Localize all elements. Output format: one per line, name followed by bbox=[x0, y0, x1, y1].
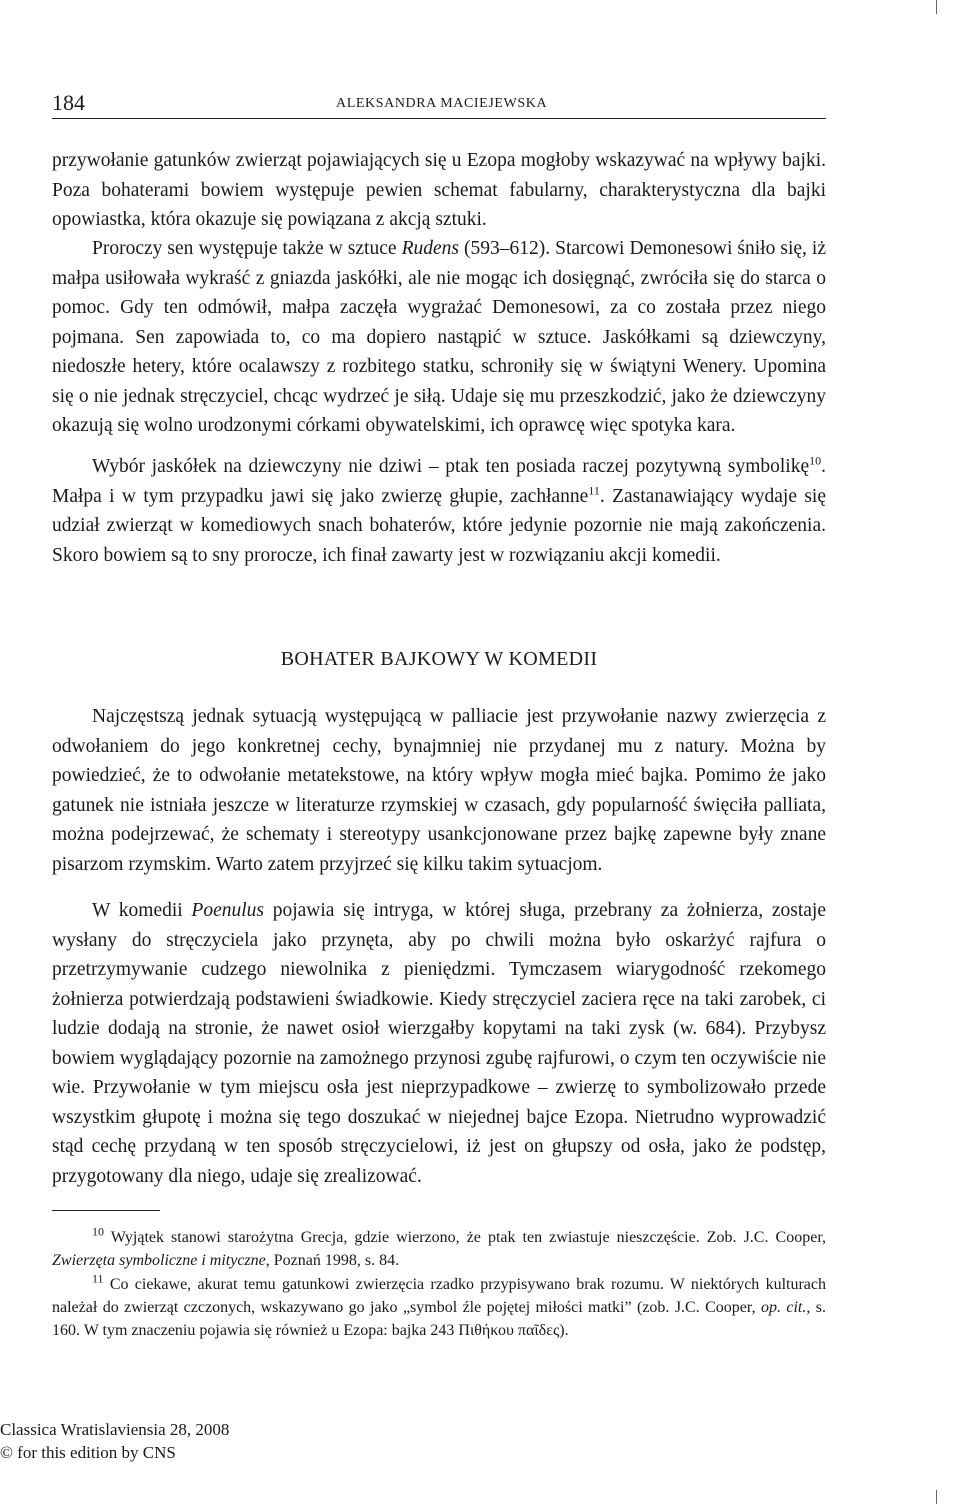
footnote-10-text-b: , Poznań 1998, s. 84. bbox=[265, 1252, 400, 1269]
page-number: 184 bbox=[52, 90, 85, 115]
paragraph-1: przywołanie gatunków zwierząt pojawiających się u Ezopa mogłoby wskazywać na wpływy bajki. Poza bohaterami bowiem występuje pewien schemat fabularny, charakterystyczna dla bajki opowiastka, która okazuje się powiązana z akcją sztuki. bbox=[52, 150, 826, 230]
footnote-10-italic: Zwierzęta symboliczne i mityczne bbox=[52, 1252, 266, 1269]
footnote-11 bbox=[52, 1273, 826, 1342]
title-poenulus: Poenulus bbox=[191, 900, 264, 921]
footer-journal: Classica Wratislaviensia 28, 2008 bbox=[0, 1420, 230, 1439]
paragraph-3-text-c: . Zastanawiający wydaje się udział zwierząt w komediowych snach bohaterów, które jedynie pozornie nie mają zakończenia. Skoro bowiem są to sny prorocze, ich finał zawarty jest w rozwiązaniu akcji komedii. bbox=[52, 485, 826, 566]
paragraph-2-text-b: (593–612). Starcowi Demonesowi śniło się, iż małpa usiłowała wykraść z gniazda jaskółki, ale nie mogąc ich dosięgnąć, zwróciła się do starca o pomoc. Gdy ten odmówił, małpa zaczęła wygrażać Demonesowi, za co została przez niego pojmana. Sen zapowiada to, co ma dopiero nastąpić w sztuce. Jaskółkami są dziewczyny, niedoszłe hetery, które ocalawszy z rozbitego statku, schroniły się w świątyni Wenery. Upomina się o nie jednak stręczyciel, chcąc wydrzeć je siłą. Udaje się mu przeszkodzić, jako że dziewczyny okazują się wolno urodzonymi córkami obywatelskimi, ich oprawcę więc spotyka kara. bbox=[52, 238, 826, 436]
page-header bbox=[52, 90, 826, 119]
paragraph-2 bbox=[52, 234, 826, 441]
running-head: ALEKSANDRA MACIEJEWSKA bbox=[336, 96, 548, 111]
footnote-11-text-b: , s. 160. W tym znaczeniu pojawia się również u Ezopa: bajka 243 Πιθήκου παῖδες). bbox=[52, 1299, 826, 1339]
section-paragraph-1: Najczęstszą jednak sytuacją występującą w palliacie jest przywołanie nazwy zwierzęcia z odwołaniem do jego konkretnej cechy, bynajmniej nie przydanej mu z natury. Można by powiedzieć, że to odwołanie metatekstowe, na który wpływ mogła mieć bajka. Pomimo że jako gatunek nie istniała jeszcze w literaturze rzymskiej w czasach, gdy popularność święciła palliata, można podejrzewać, że schematy i stereotypy usankcjonowane przez bajkę zapewne były znane pisarzom rzymskim. Warto zatem przyjrzeć się kilku takim sytuacjom. bbox=[52, 706, 826, 875]
page-footer bbox=[0, 1418, 229, 1464]
footnote-11-italic: op. cit. bbox=[760, 1299, 807, 1316]
footnote-number-11: 11 bbox=[92, 1271, 104, 1286]
footnote-10 bbox=[52, 1226, 826, 1272]
title-rudens: Rudens bbox=[401, 238, 459, 259]
footer-copyright: © for this edition by CNS bbox=[0, 1443, 176, 1462]
section-title: BOHATER BAJKOWY W KOMEDII bbox=[280, 648, 598, 670]
paragraph-2-text-a: Proroczy sen występuje także w sztuce bbox=[92, 238, 402, 259]
crop-mark-top bbox=[936, 0, 937, 14]
footnote-10-text-a: Wyjątek stanowi starożytna Grecja, gdzie wierzono, że ptak ten zwiastuje nieszczęście. Zob. J.C. Cooper, bbox=[104, 1229, 826, 1246]
section-paragraph-2-text-b: pojawia się intryga, w której sługa, przebrany za żołnierza, zostaje wysłany do stręczyciela jako przynęta, aby po chwili można było oskarżyć rajfura o przetrzymywanie cudzego niewolnika z pieniędzmi. Tymczasem wiarygodność rzekomego żołnierza potwierdzają podstawieni świadkowie. Kiedy stręczyciel zaciera ręce na taki zarobek, ci ludzie dodają na stronie, że nawet osioł wierzgałby kopytami na taki zysk (w. 684). Przybysz bowiem wyglądający pozornie na zamożnego przynosi zgubę rajfurowi, o czym ten oczywiście nie wie. Przywołanie w tym miejscu osła jest nieprzypadkowe – zwierzę to symbolizowało przede wszystkim głupotę i można się tego doszukać w niejednej bajce Ezopa. Nietrudno wyprowadzić stąd cechę przydaną w ten sposób stręczycielowi, iż jest on głupszy od osła, jako że podstęp, przygotowany dla niego, udaje się zrealizować. bbox=[52, 900, 826, 1187]
section-paragraph-2 bbox=[52, 896, 826, 1191]
crop-mark-bottom bbox=[936, 1490, 937, 1504]
footnote-number-10: 10 bbox=[92, 1224, 104, 1239]
paragraph-3 bbox=[52, 452, 826, 570]
paragraph-3-text-b: . Małpa i w tym przypadku jawi się jako zwierzę głupie, zachłanne bbox=[52, 456, 826, 507]
footnote-11-text-a: Co ciekawe, akurat temu gatunkowi zwierzęcia rzadko przypisywano brak rozumu. W niektórych kulturach należał do zwierząt czczonych, wskazywano go jako „symbol źle pojętej miłości matki” (zob. J.C. Cooper, bbox=[52, 1276, 826, 1316]
paragraph-3-text-a: Wybór jaskółek na dziewczyny nie dziwi – ptak ten posiada raczej pozytywną symbolikę bbox=[92, 456, 810, 477]
footnote-divider bbox=[52, 1210, 160, 1211]
footnote-ref-11[interactable]: 11 bbox=[588, 483, 600, 497]
section-paragraph-2-text-a: W komedii bbox=[92, 900, 192, 921]
footnote-ref-10[interactable]: 10 bbox=[809, 453, 822, 468]
